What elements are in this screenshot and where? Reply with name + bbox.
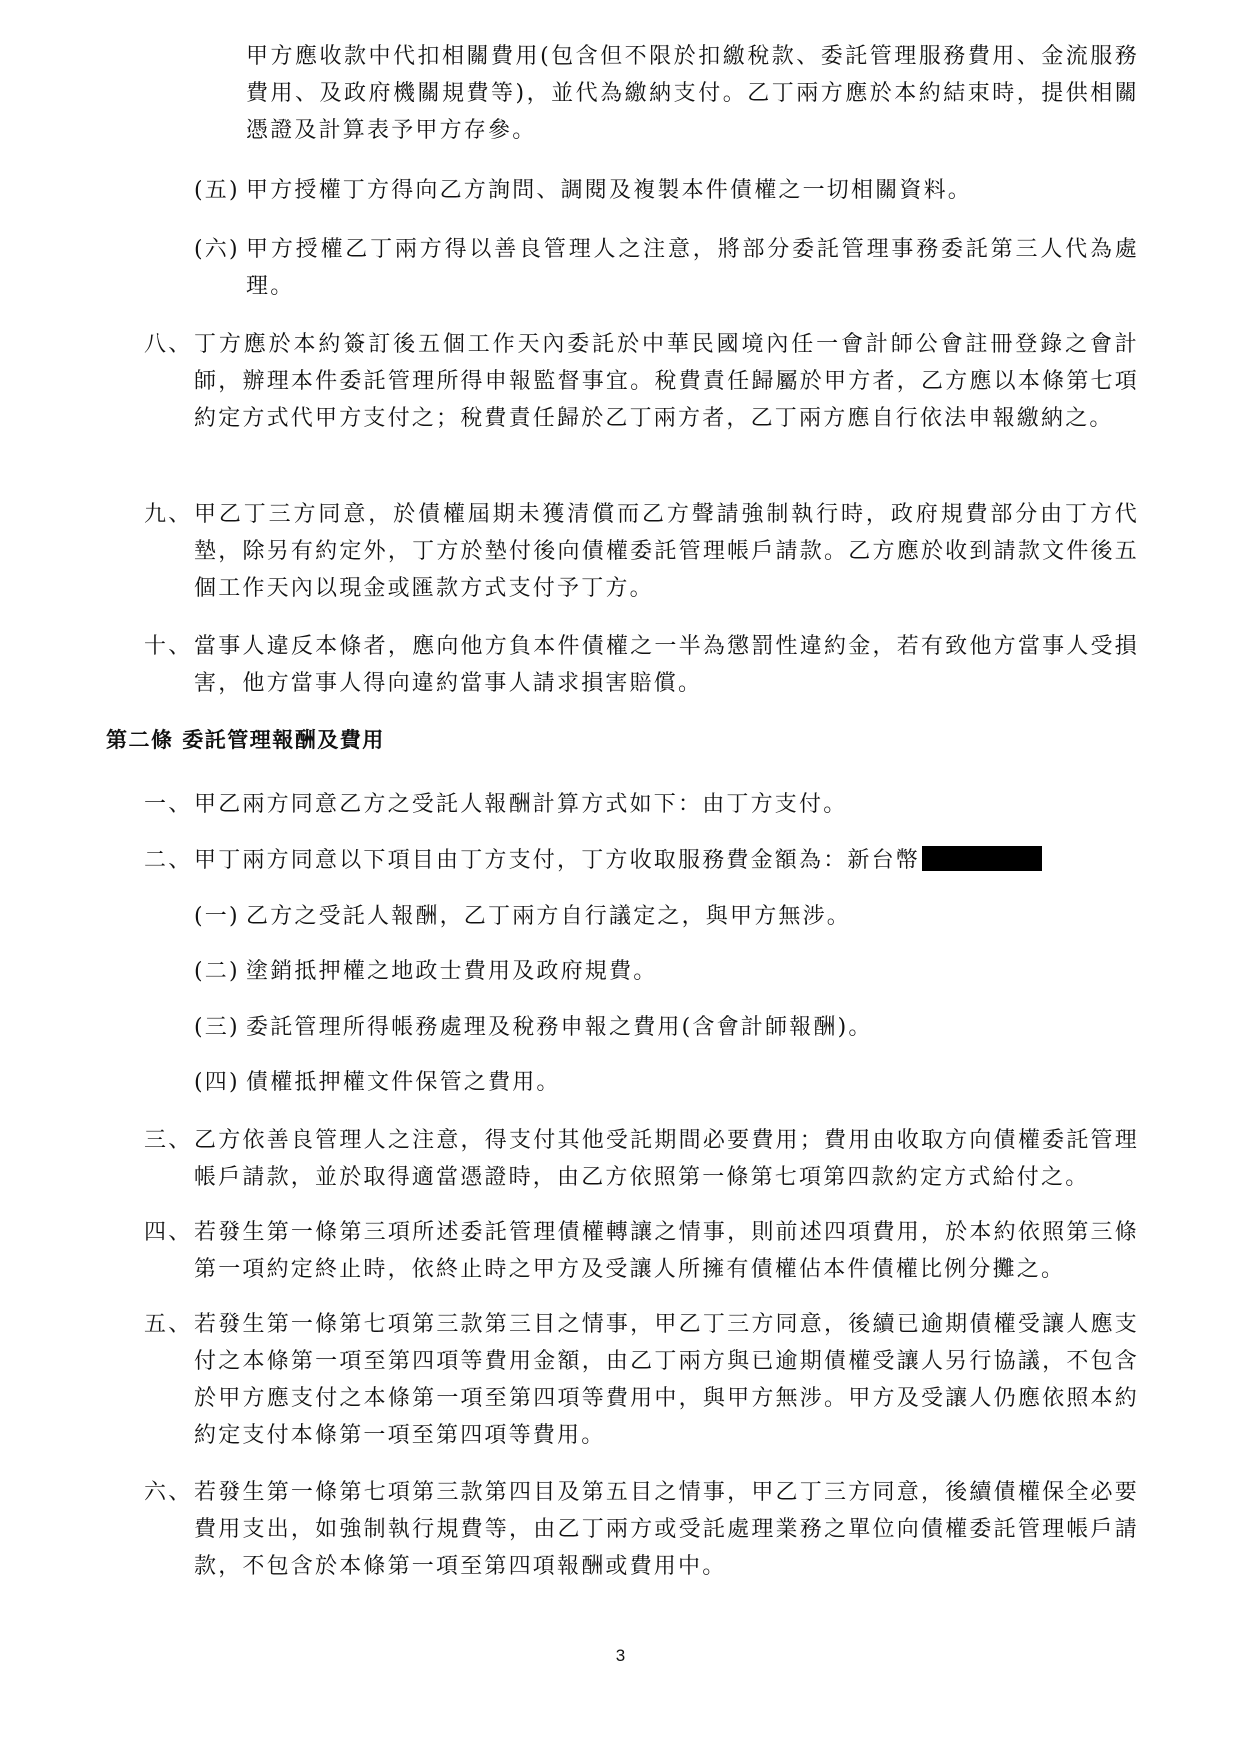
section2-item-5 bbox=[144, 1306, 1139, 1454]
clause-9 bbox=[144, 496, 1139, 607]
section-heading: 第二條 委託管理報酬及費用 bbox=[106, 728, 385, 752]
clause-text: 塗銷抵押權之地政士費用及政府規費。 bbox=[246, 959, 658, 984]
section2-item-1 bbox=[144, 786, 1139, 823]
section2-subitem-4 bbox=[194, 1064, 1139, 1101]
clause-text: 甲乙兩方同意乙方之受託人報酬計算方式如下：由丁方支付。 bbox=[194, 792, 848, 817]
clause-number: (四) bbox=[194, 1070, 240, 1095]
clause-text: 乙方依善良管理人之注意，得支付其他受託期間必要費用；費用由收取方向債權委託管理帳戶請款，並於取得適當憑證時，由乙方依照第一條第七項第四款約定方式給付之。 bbox=[194, 1128, 1139, 1190]
clause-number: 三、 bbox=[144, 1128, 193, 1153]
page-number: 3 bbox=[615, 1646, 626, 1665]
clause-number: 五、 bbox=[144, 1312, 193, 1337]
section2-item-4 bbox=[144, 1214, 1139, 1288]
clause-number: 二、 bbox=[144, 848, 193, 873]
clause-text: 甲方應收款中代扣相關費用(包含但不限於扣繳稅款、委託管理服務費用、金流服務費用、及政府機關規費等)，並代為繳納支付。乙丁兩方應於本約結束時，提供相關憑證及計算表予甲方存參。 bbox=[246, 44, 1139, 143]
clause-text: 委託管理所得帳務處理及稅務申報之費用(含會計師報酬)。 bbox=[246, 1015, 873, 1040]
clause-text: 債權抵押權文件保管之費用。 bbox=[246, 1070, 561, 1095]
clause-text: 甲丁兩方同意以下項目由丁方支付，丁方收取服務費金額為：新台幣 bbox=[194, 848, 921, 873]
section2-subitem-2 bbox=[194, 953, 1139, 990]
clause-text: 丁方應於本約簽訂後五個工作天內委託於中華民國境內任一會計師公會註冊登錄之會計師，辦理本件委託管理所得申報監督事宜。稅費責任歸屬於甲方者，乙方應以本條第七項約定方式代甲方支付之；稅費責任歸於乙丁兩方者，乙丁兩方應自行依法申報繳納之。 bbox=[194, 332, 1139, 431]
section2-subitem-3 bbox=[194, 1009, 1139, 1046]
clause-number: 一、 bbox=[144, 792, 193, 817]
section2-item-6 bbox=[144, 1474, 1139, 1585]
section2-item-2 bbox=[144, 842, 1139, 879]
clause-number: (五) bbox=[194, 178, 240, 203]
clause-number: (三) bbox=[194, 1015, 240, 1040]
clause-10 bbox=[144, 628, 1139, 702]
clause-8 bbox=[144, 326, 1139, 437]
clause-text: 甲方授權乙丁兩方得以善良管理人之注意，將部分委託管理事務委託第三人代為處理。 bbox=[246, 237, 1139, 299]
clause-number: 九、 bbox=[144, 502, 193, 527]
redaction-bar bbox=[922, 846, 1042, 871]
clause-text: 若發生第一條第七項第三款第四目及第五目之情事，甲乙丁三方同意，後續債權保全必要費用支出，如強制執行規費等，由乙丁兩方或受託處理業務之單位向債權委託管理帳戶請款，不包含於本條第一項至第四項報酬或費用中。 bbox=[194, 1480, 1139, 1579]
clause-item-5 bbox=[194, 172, 1139, 209]
clause-continuation bbox=[246, 38, 1139, 149]
clause-number: 八、 bbox=[144, 332, 193, 357]
clause-text: 當事人違反本條者，應向他方負本件債權之一半為懲罰性違約金，若有致他方當事人受損害，他方當事人得向違約當事人請求損害賠償。 bbox=[194, 634, 1139, 696]
clause-number: 十、 bbox=[144, 634, 193, 659]
clause-text: 甲乙丁三方同意，於債權屆期未獲清償而乙方聲請強制執行時，政府規費部分由丁方代墊，除另有約定外，丁方於墊付後向債權委託管理帳戶請款。乙方應於收到請款文件後五個工作天內以現金或匯款方式支付予丁方。 bbox=[194, 502, 1139, 601]
clause-number: 四、 bbox=[144, 1220, 193, 1245]
clause-number: 六、 bbox=[144, 1480, 193, 1505]
clause-number: (一) bbox=[194, 904, 240, 929]
section2-item-3 bbox=[144, 1122, 1139, 1196]
clause-number: (六) bbox=[194, 237, 240, 262]
clause-text: 乙方之受託人報酬，乙丁兩方自行議定之，與甲方無涉。 bbox=[246, 904, 852, 929]
clause-item-6 bbox=[194, 231, 1139, 305]
clause-text: 若發生第一條第三項所述委託管理債權轉讓之情事，則前述四項費用，於本約依照第三條第一項約定終止時，依終止時之甲方及受讓人所擁有債權佔本件債權比例分攤之。 bbox=[194, 1220, 1139, 1282]
section2-subitem-1 bbox=[194, 898, 1139, 935]
clause-text: 若發生第一條第七項第三款第三目之情事，甲乙丁三方同意，後續已逾期債權受讓人應支付之本條第一項至第四項等費用金額，由乙丁兩方與已逾期債權受讓人另行協議，不包含於甲方應支付之本條第一項至第四項等費用中，與甲方無涉。甲方及受讓人仍應依照本約約定支付本條第一項至第四項等費用。 bbox=[194, 1312, 1139, 1448]
clause-number: (二) bbox=[194, 959, 240, 984]
clause-text: 甲方授權丁方得向乙方詢問、調閱及複製本件債權之一切相關資料。 bbox=[246, 178, 973, 203]
